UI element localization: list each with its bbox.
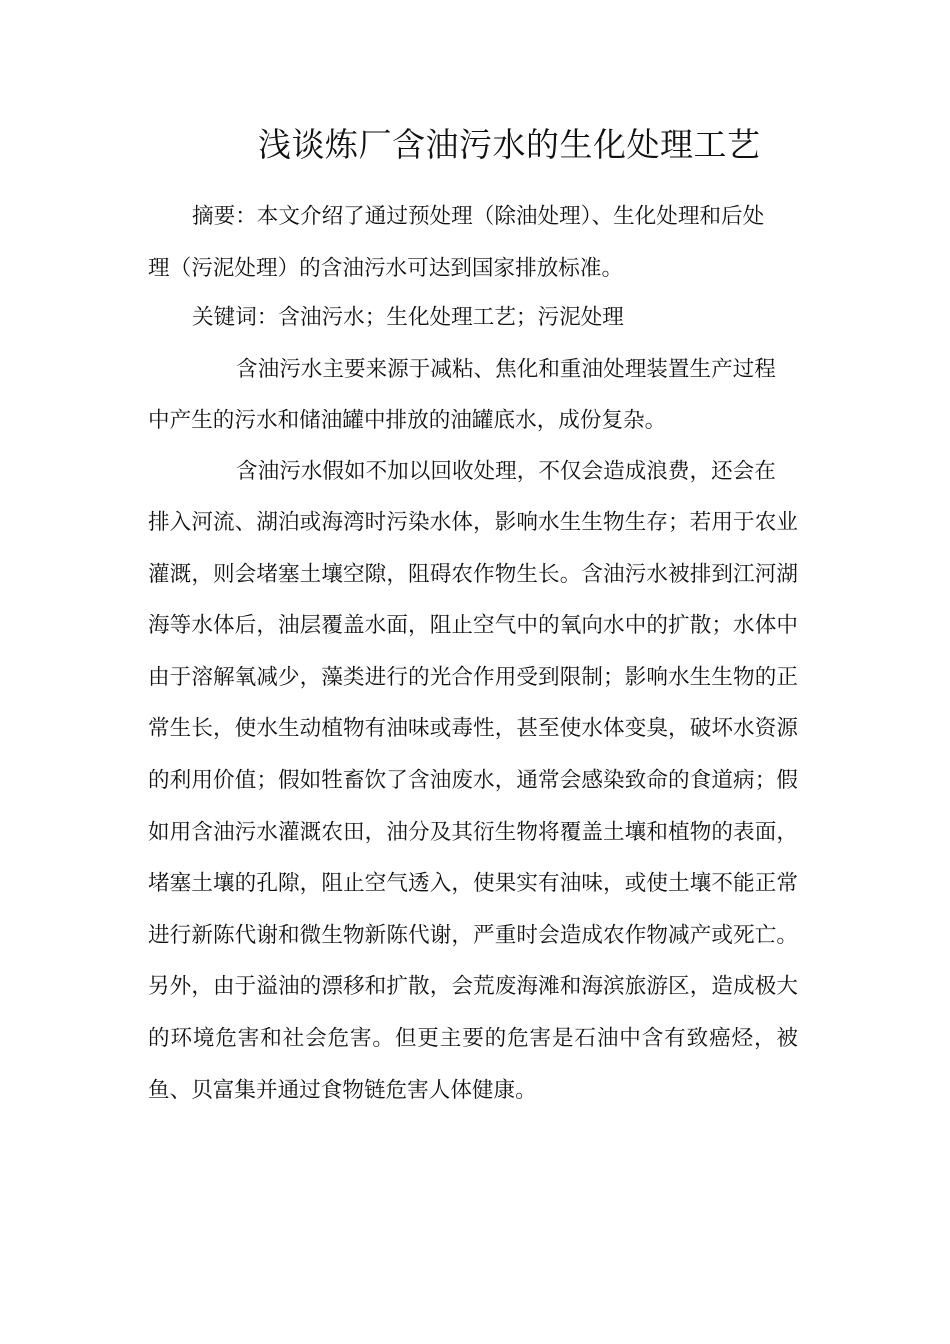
abstract-line-2: 理（污泥处理）的含油污水可达到国家排放标准。 — [148, 256, 624, 281]
paragraph-2-body: 排入河流、湖泊或海湾时污染水体，影响水生生物生存；若用于农业灌溉，则会堵塞土壤空隙，阻碍农作物生长。含油污水被排到江河湖海等水体后，油层覆盖水面，阻止空气中的氧向水中的扩散；水体中由于溶解氧减少，藻类进行的光合作用受到限制；影响水生生物的正常生长，使水生动植物有油味或毒性，甚至使水体变臭，破坏水资源的利用价值；假如牲畜饮了含油废水，通常会感染致命的食道病；假如用含油污水灌溉农田，油分及其衍生物将覆盖土壤和植物的表面，堵塞土壤的孔隙，阻止空气透入，使果实有油味，或使土壤不能正常进行新陈代谢和微生物新陈代谢，严重时会造成农作物减产或死亡。另外，由于溢油的漂移和扩散，会荒废海滩和海滨旅游区，造成极大的环境危害和社会危害。但更主要的危害是石油中含有致癌烃，被鱼、贝富集并通过食物链危害人体健康。 — [148, 510, 798, 1103]
paragraph-1-line-2: 中产生的污水和储油罐中排放的油罐底水，成份复杂。 — [148, 408, 667, 433]
keywords-line: 关键词：含油污水；生化处理工艺；污泥处理 — [192, 305, 624, 330]
document-title: 浅谈炼厂含油污水的生化处理工艺 — [258, 125, 761, 164]
paragraph-2-line-1: 含油污水假如不加以回收处理，不仅会造成浪费，还会在 — [236, 459, 776, 484]
paragraph-1-line-1: 含油污水主要来源于减粘、焦化和重油处理装置生产过程 — [236, 357, 776, 382]
abstract-line-1: 摘要：本文介绍了通过预处理（除油处理）、生化处理和后处 — [192, 204, 765, 229]
